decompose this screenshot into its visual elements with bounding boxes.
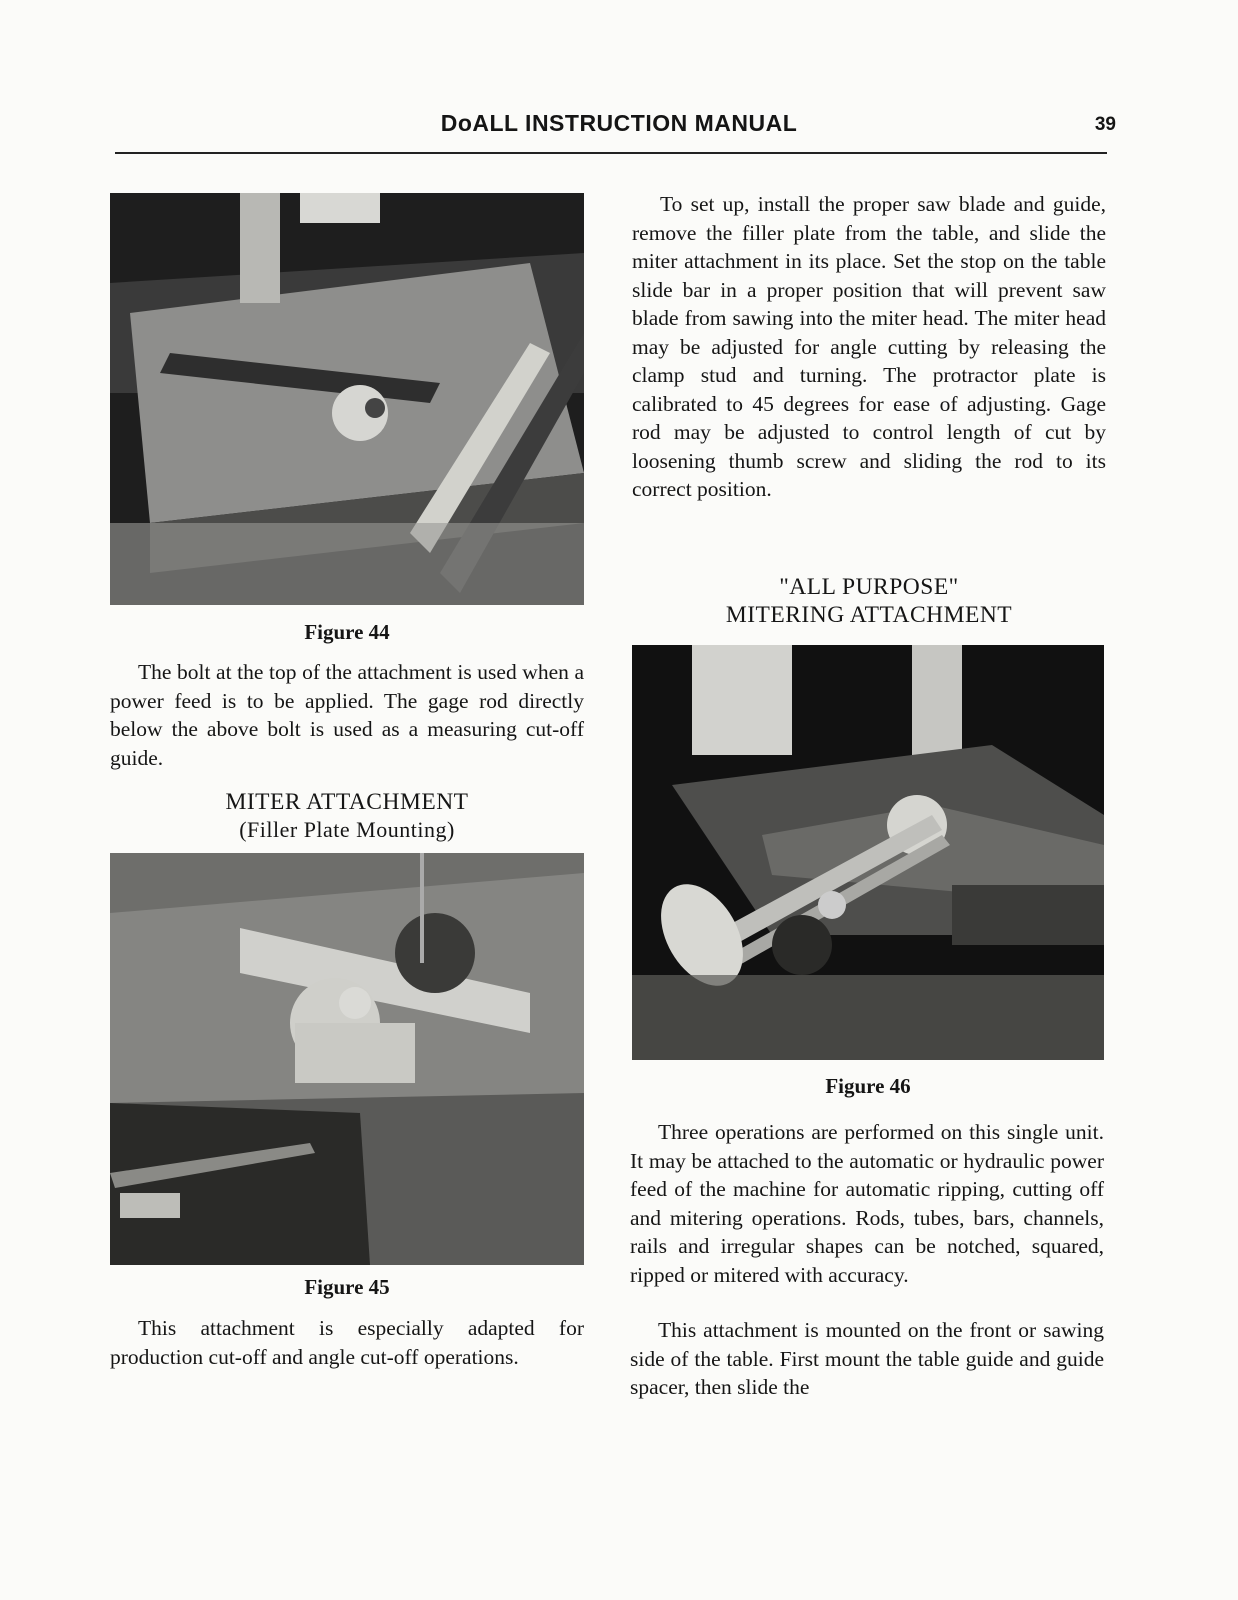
heading-line-1: "ALL PURPOSE" — [779, 574, 959, 600]
figure-45-photo — [110, 853, 584, 1265]
figure-44-caption: Figure 44 — [304, 620, 390, 644]
running-header: DoALL INSTRUCTION MANUAL — [440, 110, 798, 136]
header-rule — [115, 152, 1107, 154]
miter-attachment-heading — [110, 788, 584, 844]
heading-line-1: MITER ATTACHMENT — [225, 789, 469, 815]
left-paragraph-2: This attachment is especially adapted for production cut-off and angle cut-off operations. — [110, 1316, 584, 1369]
figure-46-caption: Figure 46 — [825, 1074, 911, 1098]
page-number: 39 — [1094, 114, 1116, 135]
heading-line-2: (Filler Plate Mounting) — [239, 817, 455, 842]
right-paragraph-3: This attachment is mounted on the front or sawing side of the table. First mount the table guide and guide spacer, then slide the — [630, 1318, 1104, 1399]
heading-line-2: MITERING ATTACHMENT — [725, 602, 1013, 628]
right-paragraph-1: To set up, install the proper saw blade and guide, remove the filler plate from the table, and slide the miter attachment in its place. Set the stop on the table slide bar in a proper position that will prevent saw blade from sawing into the miter head. The miter head may be adjusted for angle cutting by releasing the clamp stud and turning. The protractor plate is calibrated to 45 degrees for ease of adjusting. Gage rod may be adjusted to control length of cut by loosening thumb screw and sliding the rod to its correct position. — [632, 192, 1106, 501]
left-paragraph-1: The bolt at the top of the attachment is used when a power feed is to be applied. The gage rod directly below the above bolt is used as a measuring cut-off guide. — [110, 660, 584, 770]
figure-44-photo — [110, 193, 584, 605]
right-paragraph-2: Three operations are performed on this single unit. It may be attached to the automatic or hydraulic power feed of the machine for automatic ripping, cutting off and mitering operations. Rods, tubes, bars, channels, rails and irregular shapes can be notched, squared, ripped or mitered with accuracy. — [630, 1120, 1104, 1287]
all-purpose-heading — [632, 573, 1106, 629]
figure-46-photo — [632, 645, 1104, 1060]
figure-45-caption: Figure 45 — [304, 1275, 390, 1299]
